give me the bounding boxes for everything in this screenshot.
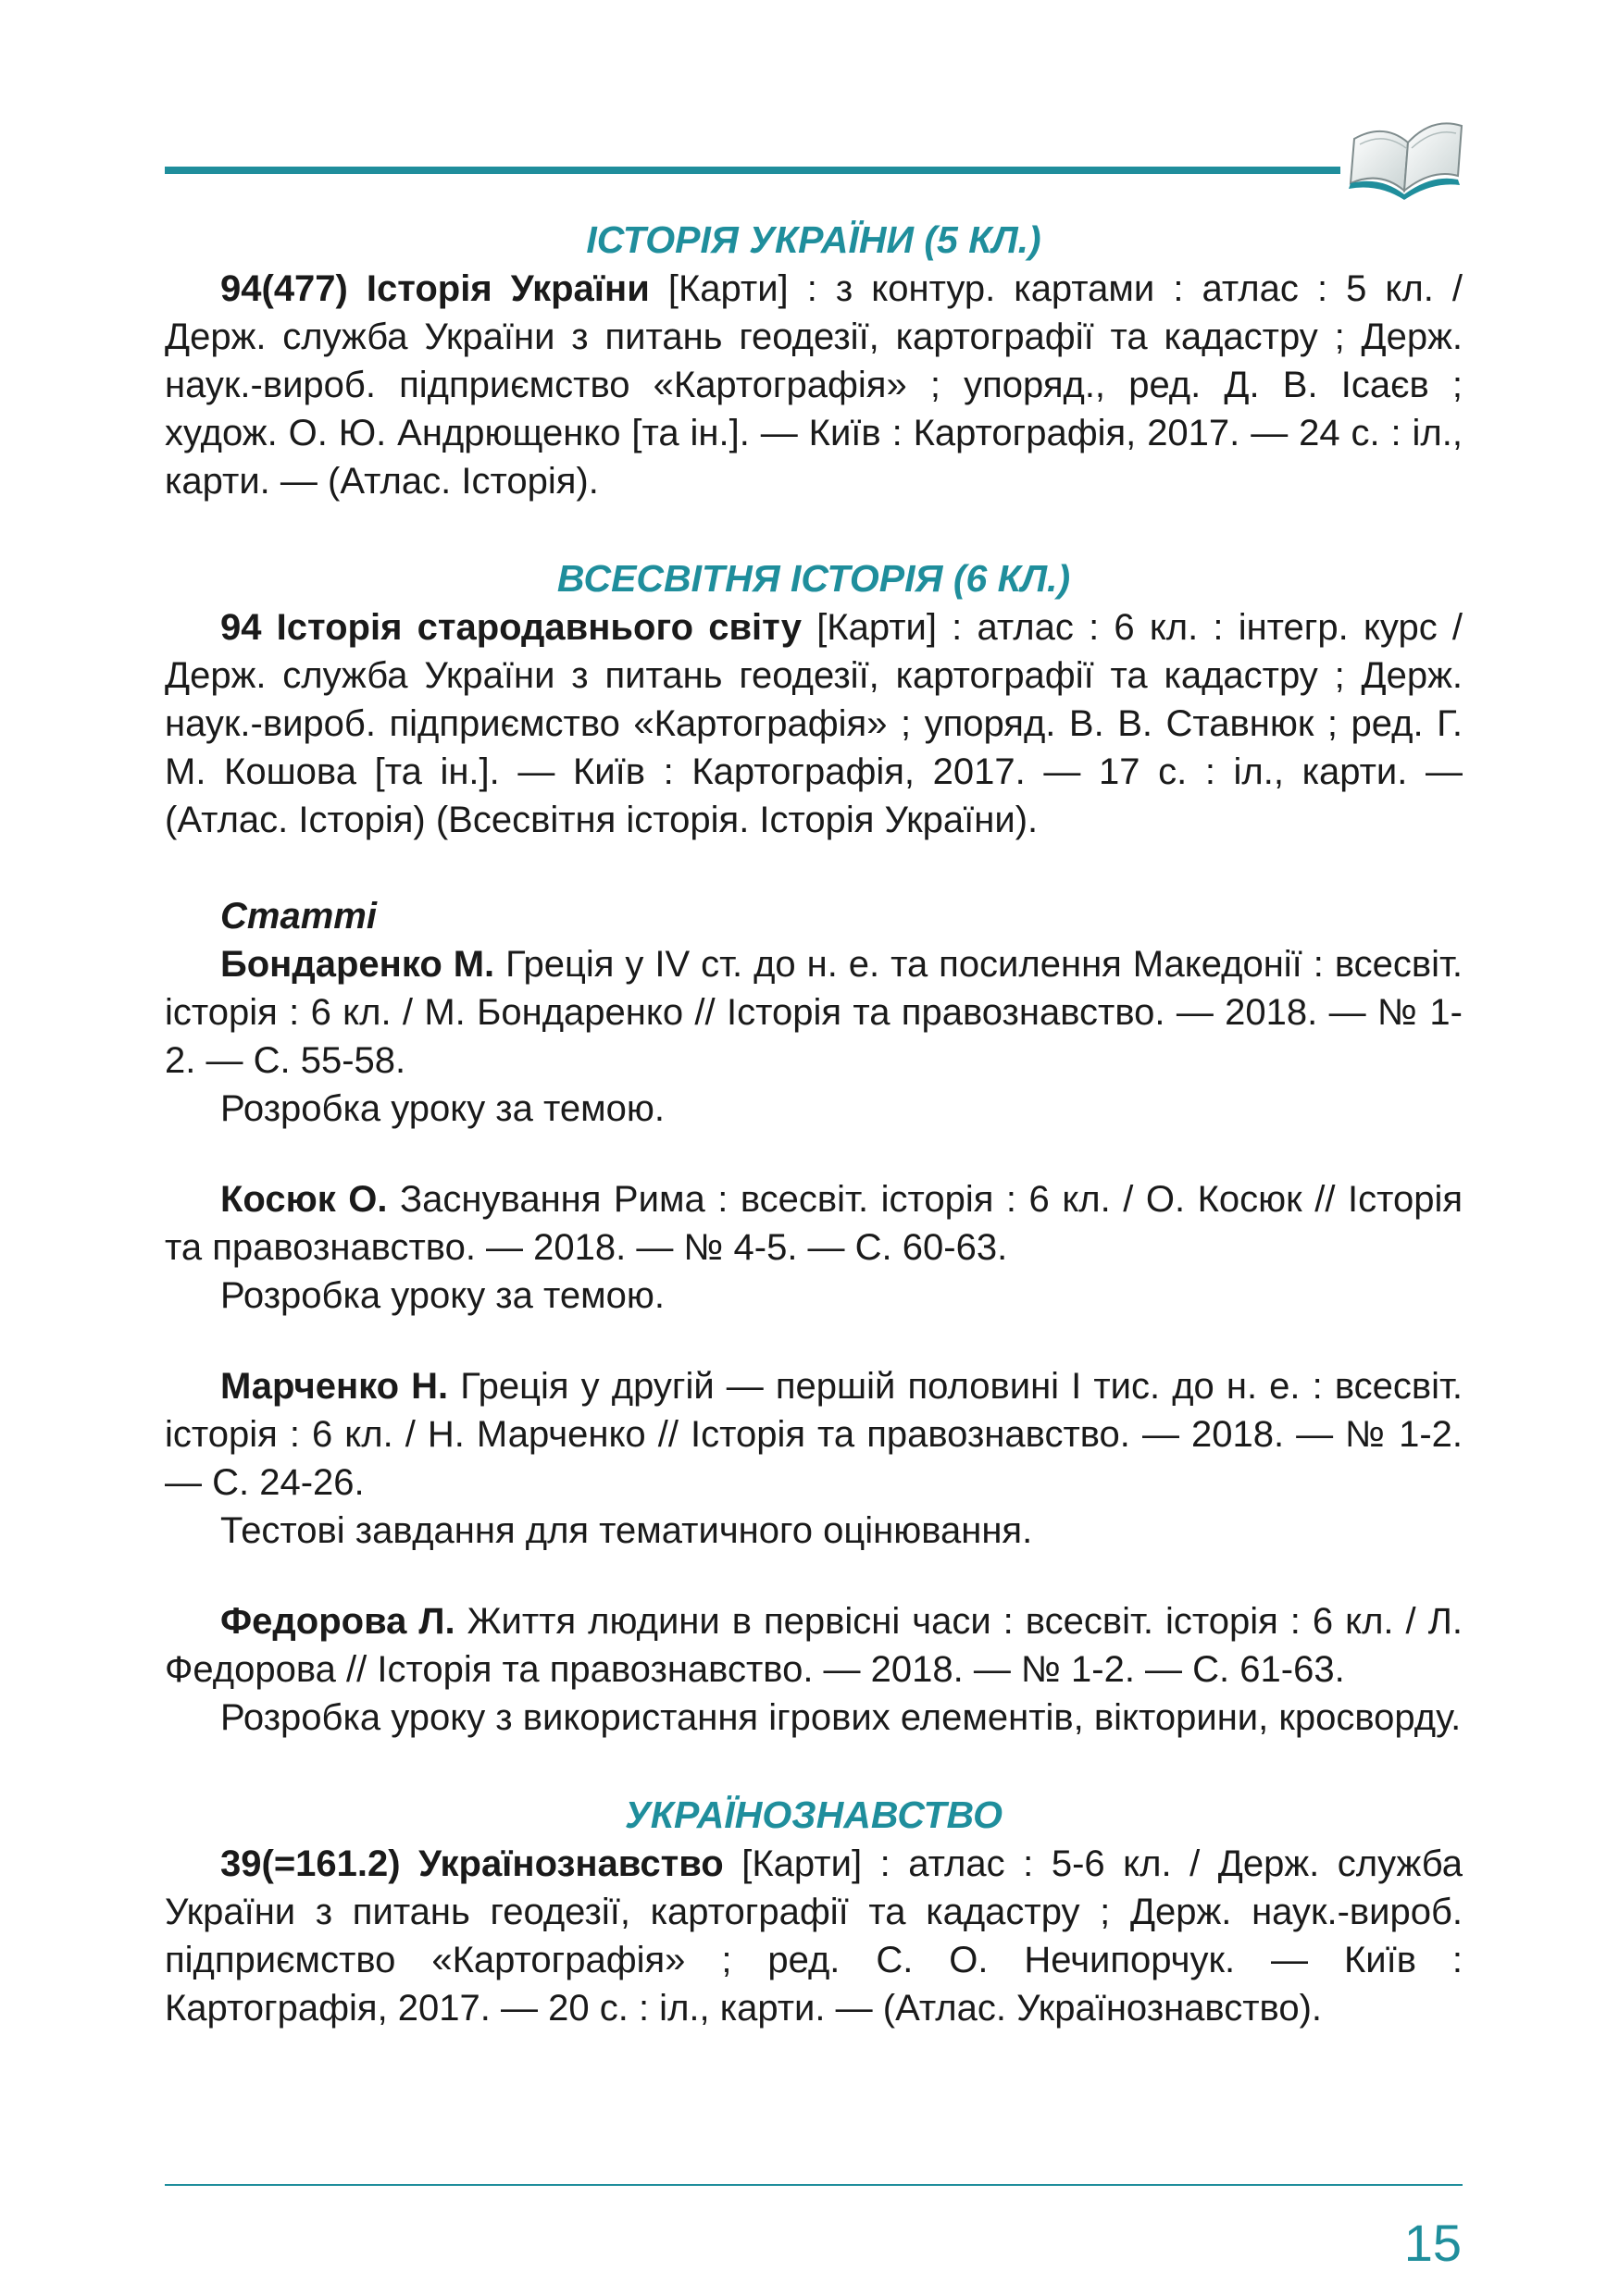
article-author: Косюк О. [220,1179,388,1220]
catalog-entry [165,265,1463,505]
article-entry [165,1362,1463,1507]
page-number: 15 [1403,2214,1462,2272]
entry-heading: 94 Історія стародавнього світу [220,607,802,648]
header-rule [165,167,1340,174]
entry-text: [Карти] : з контур. картами : атлас : 5 кл. / Держ. служба України з питань геодезії, картографії та кадастру ; Держ. наук.-вироб. підприємство «Картографія» ; упоряд., ред. Д. В. Ісаєв ; худож. О. Ю. Андрющенко [та ін.]. — Київ : Картографія, 2017. — 24 с. : іл., карти. — (Атлас. Історія). [165,268,1463,502]
entry-text: [Карти] : атлас : 6 кл. : інтегр. курс / Держ. служба України з питань геодезії, картографії та кадастру ; Держ. наук.-вироб. підприємство «Картографія» ; упоряд. В. В. Ставнюк ; ред. Г. М. Кошова [та ін.]. — Київ : Картографія, 2017. — 17 с. : іл., карти. — (Атлас. Історія) (Всесвітня історія. Історія України). [165,607,1463,840]
entry-text: [Карти] : атлас : 5-6 кл. / Держ. служба України з питань геодезії, картографії та кадастру ; Держ. наук.-вироб. підприємство «Картографія» ; ред. С. О. Нечипорчук. — Київ : Картографія, 2017. — 20 с. : іл., карти. — (Атлас. Українознавство). [165,1843,1463,2029]
catalog-entry [165,1840,1463,2032]
entry-heading: 39(=161.2) Українознавство [220,1843,724,1884]
footer-rule [165,2184,1463,2186]
section-title-ukrainian-studies: УКРАЇНОЗНАВСТВО [625,1793,1003,1836]
entry-heading: 94(477) Історія України [220,268,650,309]
section-title-world-history: ВСЕСВІТНЯ ІСТОРІЯ (6 КЛ.) [556,557,1071,600]
article-note: Тестові завдання для тематичного оцінювання. [220,1510,1033,1551]
open-book-icon [1347,102,1467,204]
article-text: Греція у IV ст. до н. е. та посилення Македонії : всесвіт. історія : 6 кл. / М. Бондаренко // Історія та правознавство. — 2018. — № 1-2. — С. 55-58. [165,944,1463,1081]
section-title-history-ukraine: ІСТОРІЯ УКРАЇНИ (5 КЛ.) [586,218,1041,261]
article-note: Розробка уроку з використання ігрових елементів, вікторини, кросворду. [220,1697,1462,1738]
article-author: Марченко Н. [220,1366,449,1407]
page-content [165,215,1463,2032]
catalog-entry [165,603,1463,844]
article-entry [165,940,1463,1085]
article-author: Бондаренко М. [220,944,495,985]
article-note: Розробка уроку за темою. [220,1275,665,1316]
article-text: Життя людини в первісні часи : всесвіт. історія : 6 кл. / Л. Федорова // Історія та правознавство. — 2018. — № 1-2. — С. 61-63. [165,1601,1463,1690]
article-entry [165,1175,1463,1272]
article-text: Заснування Рима : всесвіт. історія : 6 кл. / О. Косюк // Історія та правознавство. — 2018. — № 4-5. — С. 60-63. [165,1179,1463,1268]
article-author: Федорова Л. [220,1601,455,1642]
articles-heading: Статті [220,896,377,937]
article-note: Розробка уроку за темою. [220,1088,665,1129]
article-text: Греція у другій — першій половині І тис. до н. е. : всесвіт. історія : 6 кл. / Н. Марченко // Історія та правознавство. — 2018. — № 1-2. — С. 24-26. [165,1366,1463,1503]
article-entry [165,1597,1463,1694]
